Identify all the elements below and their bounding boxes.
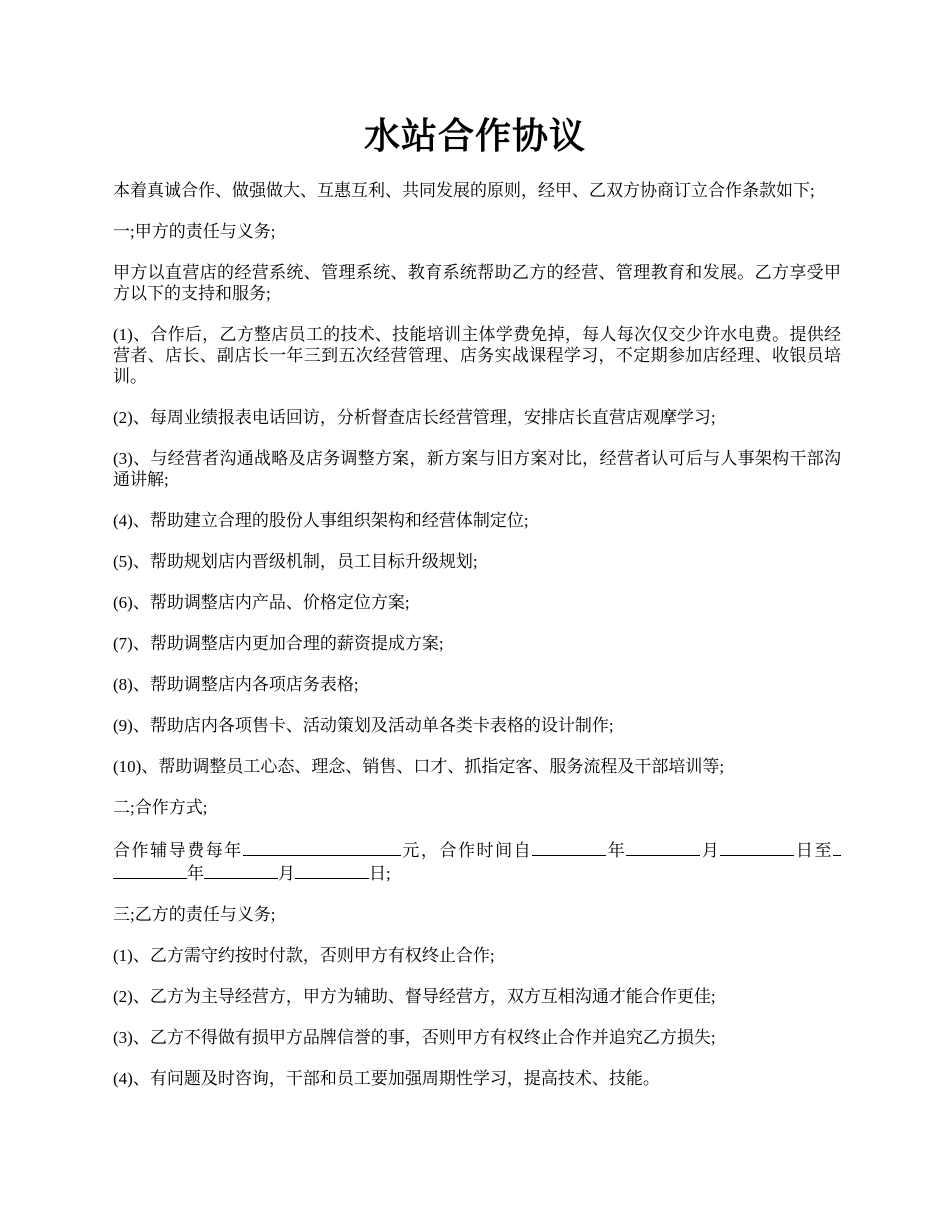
section-3-item: (3)、乙方不得做有损甲方品牌信誉的事，否则甲方有权终止合作并追究乙方损失;	[113, 1028, 716, 1047]
section-1-item: (5)、帮助规划店内晋级机制，员工目标升级规划;	[113, 552, 478, 571]
end-year-blank-start	[833, 838, 841, 856]
end-year-blank	[113, 861, 187, 879]
start-year-label: 年	[606, 841, 627, 860]
end-year-label: 年	[187, 864, 204, 883]
start-day-blank	[720, 838, 794, 856]
section-1-item: (3)、与经营者沟通战略及店务调整方案，新方案与旧方案对比，经营者认可后与人事架构干部沟通讲解;	[113, 449, 841, 489]
document-body	[113, 180, 841, 1109]
fee-clause	[113, 838, 841, 884]
section-3-item: (1)、乙方需守约按时付款，否则甲方有权终止合作;	[113, 946, 495, 965]
fee-after: 元，合作时间自	[400, 841, 533, 860]
start-year-blank	[532, 838, 606, 856]
section-3-item: (2)、乙方为主导经营方，甲方为辅助、督导经营方，双方互相沟通才能合作更佳;	[113, 987, 716, 1006]
section-3-heading: 三;乙方的责任与义务;	[113, 905, 276, 924]
fee-prefix: 合作辅导费每年	[113, 841, 243, 860]
document-title: 水站合作协议	[363, 116, 586, 156]
section-2-heading: 二;合作方式;	[113, 798, 208, 817]
section-1-item: (7)、帮助调整店内更加合理的薪资提成方案;	[113, 634, 444, 653]
end-month-label: 月	[278, 864, 295, 883]
section-3-item: (4)、有问题及时咨询，干部和员工要加强周期性学习，提高技术、技能。	[113, 1069, 660, 1088]
section-1-item: (9)、帮助店内各项售卡、活动策划及活动单各类卡表格的设计制作;	[113, 716, 614, 735]
intro-paragraph: 本着真诚合作、做强做大、互惠互利、共同发展的原则，经甲、乙双方协商订立合作条款如下;	[113, 181, 815, 200]
section-1-item: (4)、帮助建立合理的股份人事组织架构和经营体制定位;	[113, 511, 529, 530]
end-month-blank	[204, 861, 278, 879]
start-day-label: 日至	[794, 841, 834, 860]
fee-amount-blank	[243, 838, 401, 856]
section-1-intro: 甲方以直营店的经营系统、管理系统、教育系统帮助乙方的经营、管理教育和发展。乙方享受甲方以下的支持和服务;	[113, 263, 841, 303]
start-month-blank	[626, 838, 700, 856]
end-day-blank	[295, 861, 369, 879]
start-month-label: 月	[700, 841, 721, 860]
end-day-label: 日;	[369, 864, 391, 883]
section-1-heading: 一;甲方的责任与义务;	[113, 222, 276, 241]
section-1-item: (10)、帮助调整员工心态、理念、销售、口才、抓指定客、服务流程及干部培训等;	[113, 757, 725, 776]
section-1-item: (2)、每周业绩报表电话回访，分析督查店长经营管理，安排店长直营店观摩学习;	[113, 408, 716, 427]
section-1-item: (8)、帮助调整店内各项店务表格;	[113, 675, 359, 694]
section-1-item: (1)、合作后，乙方整店员工的技术、技能培训主体学费免掉，每人每次仅交少许水电费。提供经营者、店长、副店长一年三到五次经营管理、店务实战课程学习，不定期参加店经理、收银员培训。	[113, 325, 841, 386]
section-1-item: (6)、帮助调整店内产品、价格定位方案;	[113, 593, 410, 612]
